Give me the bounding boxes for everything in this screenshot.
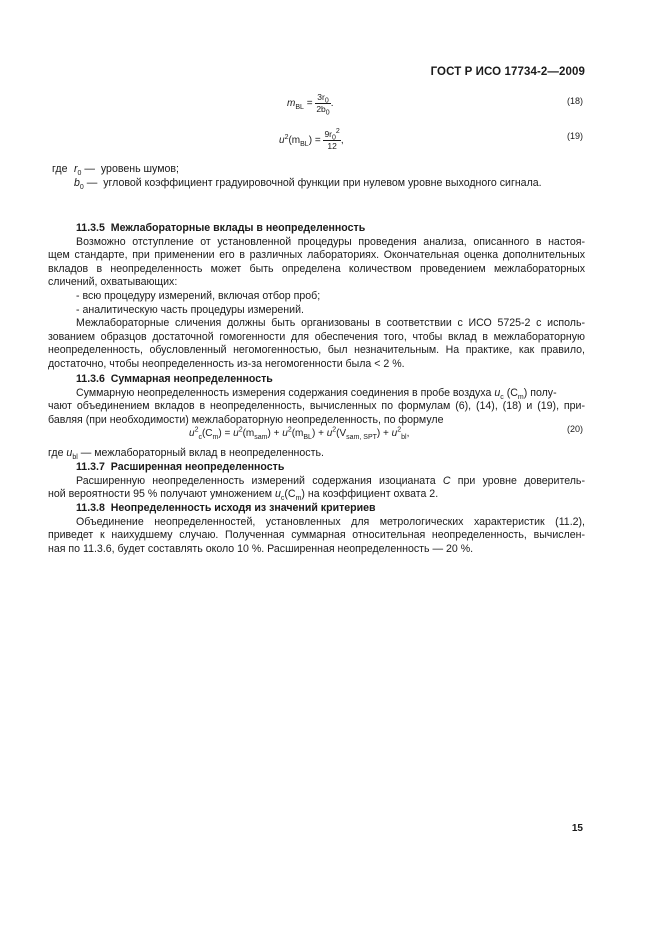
equation-number-20: (20) [566,424,583,434]
document-code-header: ГОСТ Р ИСО 17734-2—2009 [430,66,585,78]
where-b0: $b_0$ — угловой коэффициент градуировочной функции при нулевом уровне выходного сигнала. [74,176,542,191]
page-number: 15 [571,823,583,834]
section-11-3-5: 11.3.5 Межлабораторные вклады в неопределенность Возможно отступление от установленной процедуры проведения анализа, описанного в настоя- щем стандарте, при применении его в различных лабораториях. Окончательная оценка дополнительных вкладов в неопределенность может быть определена количеством проведением межлабораторных сличений, охватывающих: - всю процедуру измерений, включая отбор проб; - аналитическую часть процедуры измерений. Межлабораторные сличения должны быть организованы в соответствии с ИСО 5725-2 с исполь- зованием образцов достаточной гомогенности для обеспечения того, чтобы вклад в межлабораторную неопределенность, обусловленный негомогенностью, был незначительным. На практике, как правило, достаточно, чтобы неопределенность из-за негомогенности была < 2 %. [48,222,585,370]
section-11-3-7: 11.3.7 Расширенная неопределенность Расширенную неопределенность измерений содержания изоцианата C при уровне доверитель- ной вероятности 95 % получают умножением $u_c(C_m)$ на коэффициент охвата 2. [48,461,585,503]
section-heading: 11.3.5 Межлабораторные вклады в неопределенность [76,222,366,234]
section-heading: 11.3.6 Суммарная неопределенность [76,373,273,385]
section-heading: 11.3.8 Неопределенность исходя из значений критериев [76,502,376,514]
where-block-2: где $u_{bl}$ — межлабораторный вклад в неопределенность. [48,447,324,462]
where-block-1 [48,163,585,190]
section-11-3-6: 11.3.6 Суммарная неопределенность Суммарную неопределенность измерения содержания соединения в пробе воздуха $u_c$ $(C_m)$ полу- чают объединением вкладов в неопределенность, вычисленных по формулам (6), (14), (18) и (19), при- бавляя (при необходимости) межлабораторную неопределенность, по формуле [48,373,585,426]
bullet-item: - всю процедуру измерений, включая отбор проб; [76,289,321,302]
equation-number-19: (19) [566,131,583,141]
equation-19: $u^2(m_{BL})$ = $\frac{9r_0^2}{12}$ , [279,128,344,151]
equation-18: $m_{BL}$ = $\frac{3r_0}{2b_0}$ . [287,92,334,117]
where-r0: где $r_0$ — уровень шумов; [52,163,179,178]
fraction: $\frac{3r_0}{2b_0}$ [316,92,330,117]
bullet-item: - аналитическую часть процедуры измерений. [76,303,304,316]
fraction: $\frac{9r_0^2}{12}$ [324,128,340,151]
section-heading: 11.3.7 Расширенная неопределенность [76,461,285,473]
equation-20: $u^2_c(C_m) = u^2(m_{sam}) + u^2(m_{BL}) + u^2(V_{sam, SPT}) + u^2_{bl}$, [189,426,410,441]
equation-number-18: (18) [566,96,583,106]
section-11-3-8: 11.3.8 Неопределенность исходя из значений критериев Объединение неопределенностей, установленных для метрологических характеристик (11.2), приведет к наихудшему случаю. Полученная суммарная относительная неопределенность, вычислен- ная по 11.3.6, будет составлять около 10 %. Расширенная неопределенность — 20 %. [48,502,585,555]
